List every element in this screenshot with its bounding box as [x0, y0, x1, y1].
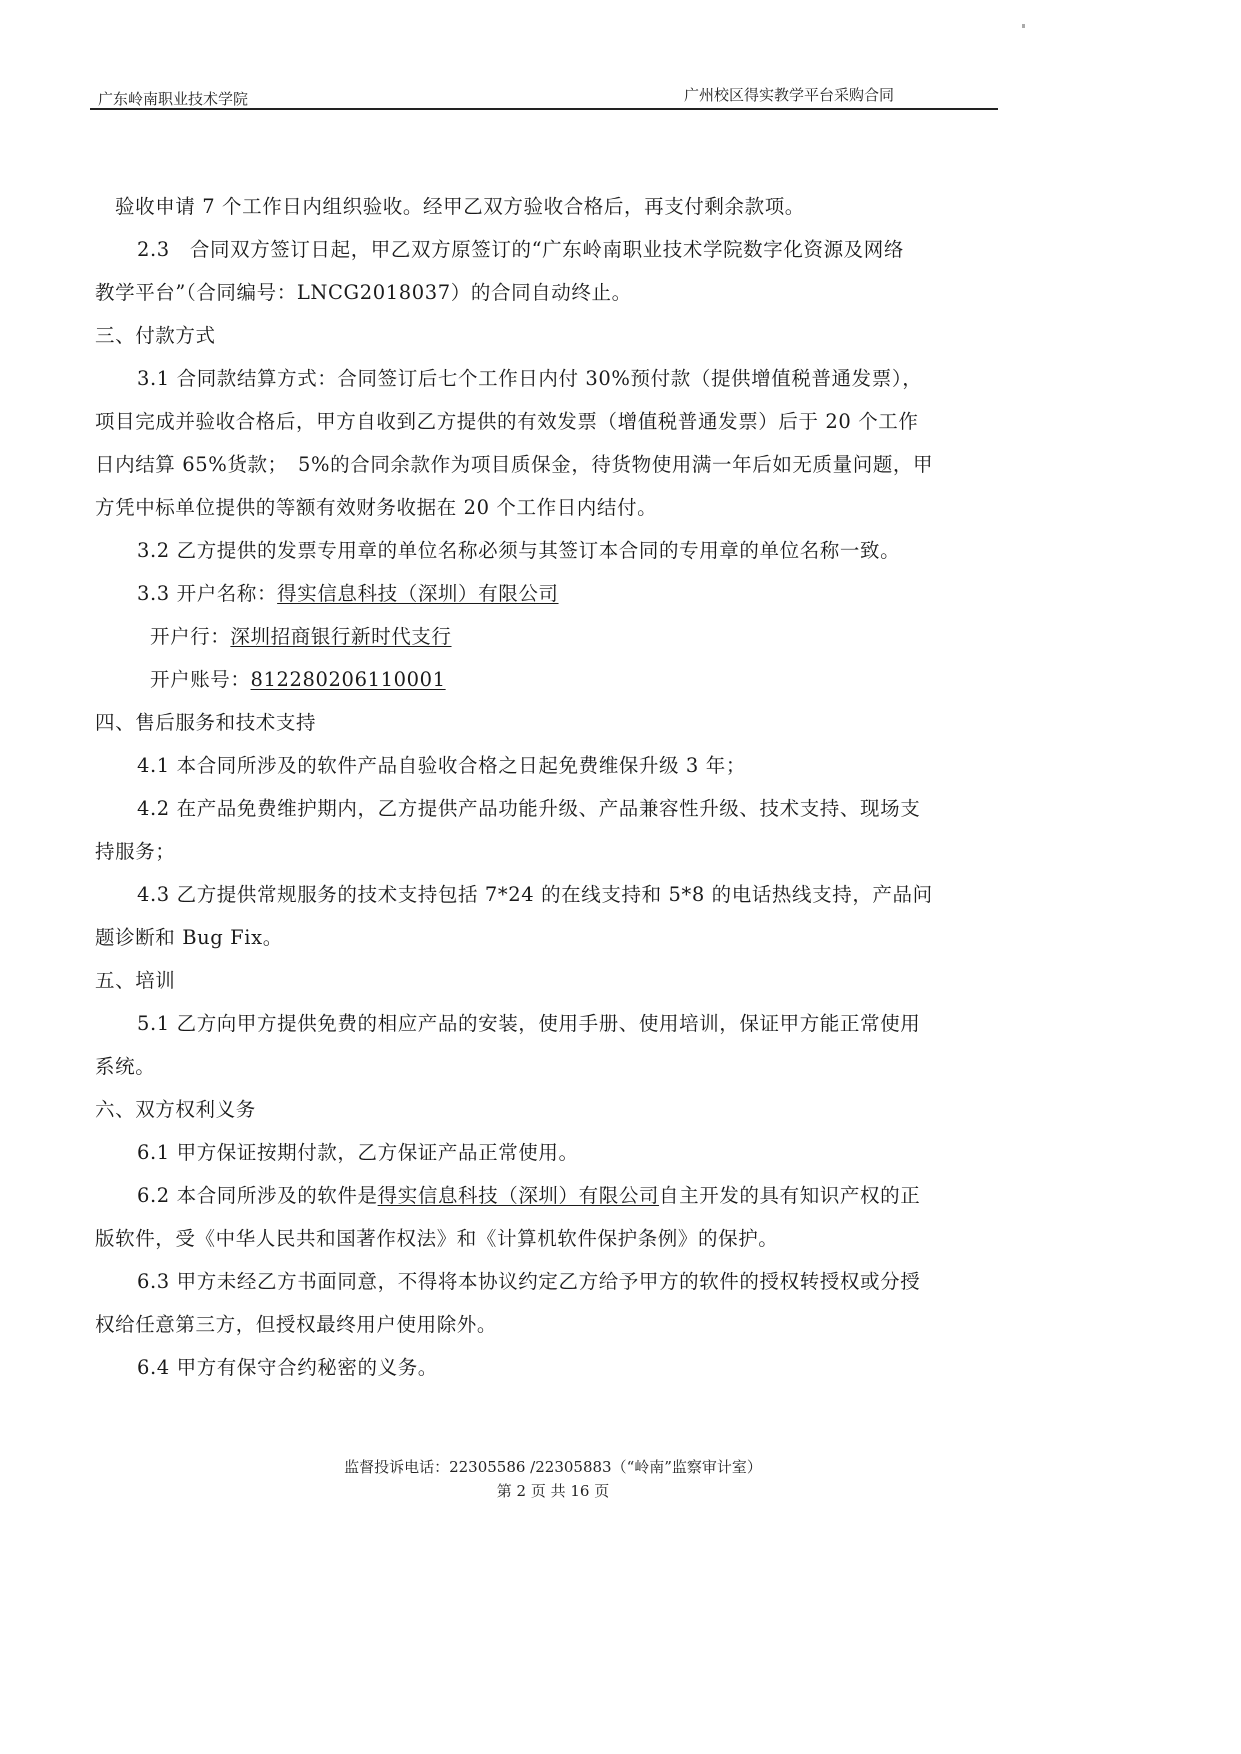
body-line: 验收申请 7 个工作日内组织验收。经甲乙双方验收合格后，再支付剩余款项。 [115, 195, 805, 218]
clause-4-2: 4.2 在产品免费维护期内，乙方提供产品功能升级、产品兼容性升级、技术支持、现场支 [137, 797, 921, 820]
page-footer [0, 1455, 1110, 1503]
section-heading-payment: 三、付款方式 [95, 324, 216, 347]
body-line: 教学平台”（合同编号：LNCG2018037）的合同自动终止。 [95, 281, 632, 304]
body-line: 日内结算 65%货款； 5%的合同余款作为项目质保金，待货物使用满一年后如无质量问题，甲 [95, 453, 934, 476]
footer-hotline: 监督投诉电话：22305586 /22305883（“岭南”监察审计室） [344, 1458, 762, 1476]
account-name-label: 3.3 开户名称： [137, 582, 278, 605]
header-contract-title: 广州校区得实教学平台采购合同 [683, 86, 894, 104]
clause-2-3: 2.3 合同双方签订日起，甲乙双方原签订的“广东岭南职业技术学院数字化资源及网络 [137, 238, 904, 261]
clause-6-4: 6.4 甲方有保守合约秘密的义务。 [137, 1356, 438, 1379]
body-line: 权给任意第三方，但授权最终用户使用除外。 [95, 1313, 498, 1336]
clause-3-2: 3.2 乙方提供的发票专用章的单位名称必须与其签订本合同的专用章的单位名称一致。 [137, 539, 901, 562]
clause-3-1: 3.1 合同款结算方式：合同签订后七个工作日内付 30%预付款（提供增值税普通发票）， [137, 367, 923, 390]
section-heading-after-sales: 四、售后服务和技术支持 [95, 711, 317, 734]
clause-6-2-text: 6.2 本合同所涉及的软件是 [137, 1184, 378, 1207]
footer-page-number: 第 2 页 共 16 页 [496, 1482, 610, 1500]
clause-6-2-text-end: 自主开发的具有知识产权的正 [659, 1184, 921, 1207]
body-line: 持服务； [95, 840, 176, 863]
clause-6-3: 6.3 甲方未经乙方书面同意，不得将本协议约定乙方给予甲方的软件的授权转授权或分授 [137, 1270, 921, 1293]
section-heading-training: 五、培训 [95, 969, 176, 992]
clause-6-2-company: 得实信息科技（深圳）有限公司 [377, 1184, 660, 1207]
body-line: 版软件，受《中华人民共和国著作权法》和《计算机软件保护条例》的保护。 [95, 1227, 779, 1250]
bank-line [95, 615, 1000, 658]
header-rule [90, 108, 998, 110]
bank-label: 开户行： [150, 625, 231, 648]
clause-4-3: 4.3 乙方提供常规服务的技术支持包括 7*24 的在线支持和 5*8 的电话热线支持，产品问 [137, 883, 933, 906]
page-header [90, 80, 998, 110]
clause-5-1: 5.1 乙方向甲方提供免费的相应产品的安装，使用手册、使用培训，保证甲方能正常使用 [137, 1012, 921, 1035]
body-line: 题诊断和 Bug Fix。 [95, 926, 283, 949]
header-school-name: 广东岭南职业技术学院 [98, 90, 249, 108]
account-number-line [95, 658, 1000, 701]
account-number-label: 开户账号： [150, 668, 251, 691]
clause-4-1: 4.1 本合同所涉及的软件产品自验收合格之日起免费维保升级 3 年； [137, 754, 746, 777]
scan-speck [1022, 24, 1025, 28]
section-heading-rights: 六、双方权利义务 [95, 1098, 256, 1121]
body-line: 方凭中标单位提供的等额有效财务收据在 20 个工作日内结付。 [95, 496, 658, 519]
clause-6-1: 6.1 甲方保证按期付款，乙方保证产品正常使用。 [137, 1141, 579, 1164]
account-number-value: 812280206110001 [250, 668, 446, 691]
account-name-value: 得实信息科技（深圳）有限公司 [277, 582, 559, 605]
body-line: 系统。 [95, 1055, 156, 1078]
document-body [95, 185, 1000, 1389]
clause-6-2 [95, 1174, 1000, 1217]
bank-value: 深圳招商银行新时代支行 [230, 625, 452, 648]
clause-3-3-account-name [95, 572, 1000, 615]
body-line: 项目完成并验收合格后，甲方自收到乙方提供的有效发票（增值税普通发票）后于 20 个工作 [95, 410, 919, 433]
